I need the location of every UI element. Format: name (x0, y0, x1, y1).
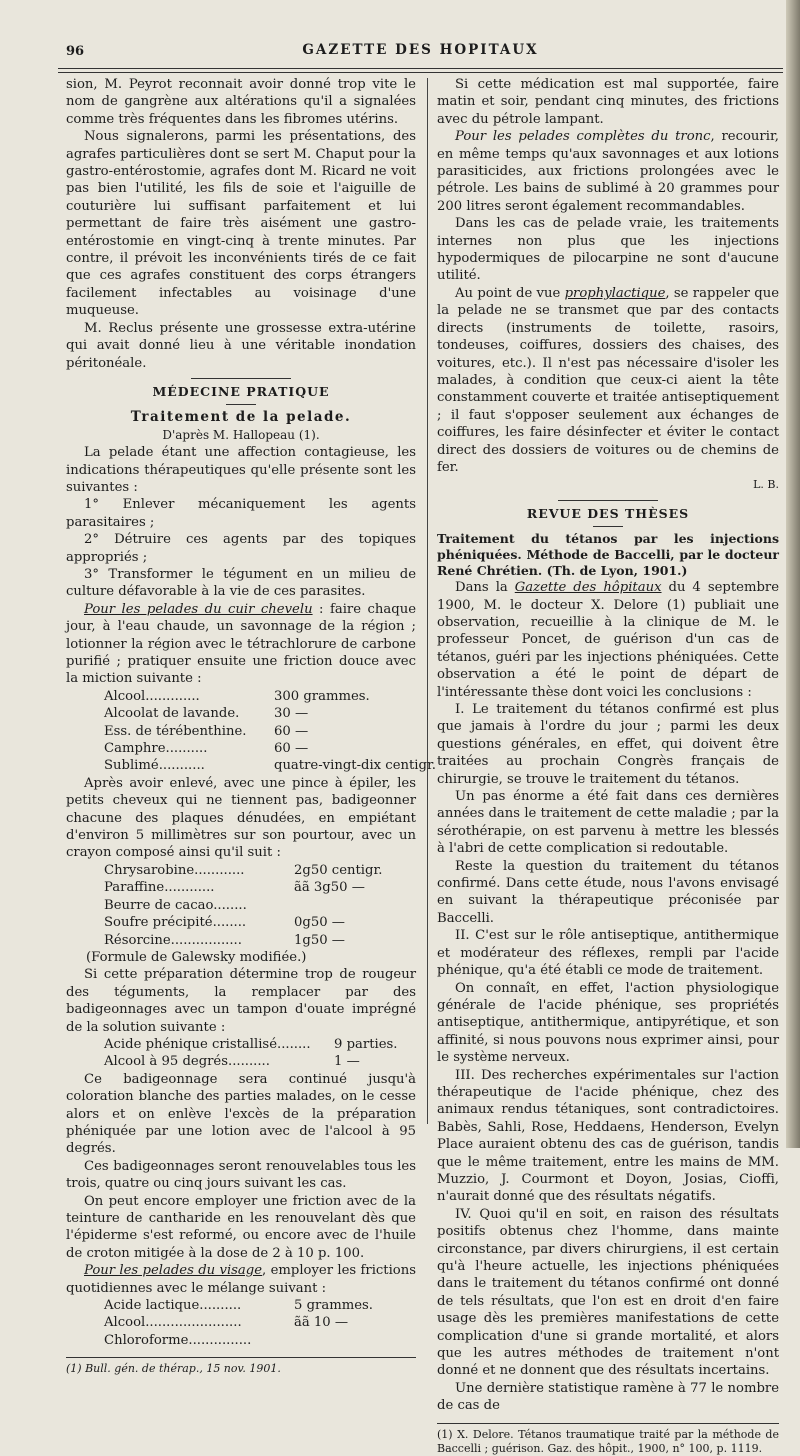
paragraph: Nous signalerons, parmi les présentations, des agrafes particulières dont se sert M. Chaput pour la gastro-entérostomie, agrafes dont M. Ricard ne voit pas bien l'utilité, les fils de soie et l'aiguille de couturière lui suffisant parfaitement et lui permettant de faire très aisément une gastro-entérostomie en vingt-cinq à trente minutes. Par contre, il prévoit les inconvénients tirés de ce fait que ces agrafes constituent des corps étrangers facilement infectables au voisinage d'une muqueuse. (66, 129, 416, 319)
italic-term: Gazette des hôpitaux (514, 580, 662, 596)
paragraph: On peut encore employer une friction avec de la teinture de cantharide en les renouvelant dès que l'épiderme s'est reformé, ou encore avec de l'huile de croton mitigée à la dose de 2 à 10 p. 100. (66, 1193, 416, 1261)
rx-name: Camphre.......... (104, 741, 208, 757)
article-title: Traitement de la pelade. (130, 409, 352, 426)
page-header (58, 42, 783, 64)
paragraph: Reste la question du traitement du tétanos confirmé. Dans cette étude, nous l'avons envisagé en suivant la thérapeutique préconisée par Baccelli. (437, 858, 779, 926)
italic-lead: Pour les pelades du visage (84, 1263, 263, 1279)
rx-qty: 2g50 centigr. (294, 862, 383, 878)
section-heading: REVUE DES THÈSES (526, 505, 690, 521)
section-heading: MÉDECINE PRATIQUE (152, 383, 330, 399)
paragraph-text: Dans la (455, 580, 515, 596)
rx-qty: 60 — (274, 741, 309, 757)
paragraph-text: , employer les frictions quotidiennes avec le mélange suivant : (66, 1263, 417, 1296)
rx-qty: 60 — (274, 723, 309, 739)
rx-qty: ãã 10 — (294, 1315, 349, 1331)
rx-qty: 30 — (274, 706, 309, 722)
rx-name: Chloroforme............... (104, 1332, 252, 1348)
paragraph: M. Reclus présente une grossesse extra-utérine qui avait donné lieu à une véritable inondation péritonéale. (66, 320, 416, 371)
prescription-1 (66, 688, 436, 775)
rx-name: Ess. de térébenthine. (104, 723, 247, 739)
rx-name: Alcool....................... (104, 1315, 242, 1331)
prescription-4 (66, 1297, 416, 1349)
paragraph: I. Le traitement du tétanos confirmé est plus que jamais à l'ordre du jour ; parmi les deux questions générales, en effet, qui doivent être traitées au prochain Congrès français de chirurgie, se trouve le traitement du tétanos. (437, 702, 779, 787)
rx-qty: 0g50 — (294, 915, 345, 931)
page-number: 96 (66, 44, 85, 59)
rx-name: Alcool............. (104, 688, 200, 704)
rx-name: Alcoolat de lavande. (104, 706, 240, 722)
rx-name: Beurre de cacao........ (104, 897, 247, 913)
footnote-rule (437, 1423, 779, 1424)
paragraph: Dans les cas de pelade vraie, les traitements internes non plus que les injections hypodermiques de pilocarpine ne sont d'aucune utilité. (437, 216, 779, 284)
italic-lead: Pour les pelades complètes du tronc (455, 129, 711, 145)
rx-name: Résorcine................. (104, 932, 242, 948)
list-item: 2° Détruire ces agents par des topiques appropriés ; (66, 532, 416, 565)
paragraph: On connaît, en effet, l'action physiologique générale de l'acide phénique, ses propriétés antiseptique, antithermique, antipyrétique, et son affinité, si nous pouvons nous exprimer ainsi, pour le système nerveux. (437, 980, 779, 1066)
separator-ornament (66, 378, 416, 379)
rx-name: Chrysarobine............ (104, 862, 245, 878)
italic-lead: Pour les pelades du cuir chevelu (84, 601, 313, 617)
rx-qty: ãã 3g50 — (294, 880, 365, 896)
list-item: 3° Transformer le tégument en un milieu de culture défavorable à la vie de ces parasites. (66, 566, 416, 600)
paragraph: sion, M. Peyrot reconnait avoir donné trop vite le nom de gangrène aux altérations qu'il a signalées comme très fréquentes dans les fibromes utérins. (66, 77, 416, 127)
formula-note: (Formule de Galewsky modifiée.) (86, 949, 307, 965)
paragraph-text: : faire chaque jour, à l'eau chaude, un savonnage de la région ; lotionner la région avec le tétrachlorure de carbone purifié ; pratiquer ensuite une friction douce avec la miction suivante : (66, 601, 416, 687)
page-edge (786, 0, 800, 1148)
paragraph: Après avoir enlevé, avec une pince à épiler, les petits cheveux qui ne tiennent pas, badigeonner chacune des plaques dénudées, en empiétant d'environ 5 millimètres sur son pourtour, avec un crayon composé ainsi qu'il suit : (66, 775, 416, 861)
list-item: 1° Enlever mécaniquement les agents parasitaires ; (66, 497, 416, 530)
paragraph (66, 601, 416, 688)
paragraph (437, 128, 779, 215)
rx-name: Paraffine............ (104, 880, 215, 896)
paragraph: La pelade étant une affection contagieuse, les indications thérapeutiques qu'elle présente sont les suivantes : (66, 445, 416, 495)
footnote: (1) X. Delore. Tétanos traumatique traité par la méthode de Baccelli ; guérison. Gaz. des hôpit., 1900, n° 100, p. 1119. (437, 1427, 779, 1455)
article-subtitle: D'après M. Hallopeau (1). (162, 427, 320, 442)
signature: L. B. (753, 478, 779, 492)
rx-qty: 5 grammes. (294, 1298, 373, 1314)
small-rule (593, 526, 623, 527)
small-rule (226, 404, 256, 405)
paragraph (66, 1262, 416, 1297)
footnote-rule (66, 1357, 416, 1358)
italic-term: prophylactique (564, 285, 666, 301)
rx-name: Alcool à 95 degrés.......... (104, 1054, 270, 1070)
paragraph: III. Des recherches expérimentales sur l'action thérapeutique de l'acide phénique, chez des animaux rendus tétaniques, sont contradictoires. Babès, Sahli, Rose, Heddaens, Henderson, Evelyn Place auraient obtenu des cas de guérison, tandis que le même traitement, entre les mains de MM. Muzzio, J. Courmont et Doyon, Josias, Cioffi, n'aurait donné que des résultats négatifs. (437, 1067, 779, 1205)
right-column (437, 76, 779, 1456)
paragraph-text: , recourir, en même temps qu'aux savonnages et aux lotions parasiticides, aux frictions prolongées avec le pétrole. Les bains de sublimé à 20 grammes pour 200 litres seront également recommandables. (437, 129, 779, 214)
column-divider (427, 78, 428, 1124)
paragraph-text: Au point de vue (455, 285, 565, 301)
rx-name: Acide lactique.......... (104, 1298, 242, 1314)
rx-name: Soufre précipité........ (104, 915, 247, 931)
rx-qty: 1g50 — (294, 932, 345, 948)
paragraph-text: , se rappeler que la pelade ne se transmet que par des contacts directs (instruments de toilette, rasoirs, tondeuses, coiffures, dossiers des chaises, des voitures, etc.). Il n'est pas nécessaire d'isoler les malades, à condition que ceux-ci aient la tête constamment couverte et traitée antiseptiquement ; il faut s'opposer seulement aux échanges de coiffures, les faire désinfecter et éviter le contact direct des dossiers de voitures ou de chemins de fer. (437, 285, 779, 475)
rx-qty: 1 — (334, 1054, 360, 1070)
paragraph: Un pas énorme a été fait dans ces dernières années dans le traitement de cette maladie ; par la sérothérapie, on est parvenu à mettre les blessés à l'abri de cette complication si redoutable. (437, 789, 779, 857)
paragraph: Si cette médication est mal supportée, faire matin et soir, pendant cinq minutes, des frictions avec du pétrole lampant. (437, 77, 779, 127)
paragraph: Ces badigeonnages seront renouvelables tous les trois, quatre ou cinq jours suivant les cas. (66, 1158, 416, 1192)
rx-qty: quatre-vingt-dix centigr. (274, 758, 436, 774)
paragraph: Si cette préparation détermine trop de rougeur des téguments, la remplacer par des badigeonnages avec un tampon d'ouate imprégné de la solution suivante : (66, 967, 416, 1035)
paragraph-text: du 4 septembre 1900, M. le docteur X. Delore (1) publiait une observation, recueillie à la clinique de M. le professeur Poncet, de guérison d'un cas de tétanos, guéri par les injections phéniquées. Cette observation a été le point de départ de l'intéressante thèse dont voici les conclusions : (437, 580, 779, 700)
rx-qty (294, 1332, 454, 1349)
paragraph: Une dernière statistique ramène à 77 le nombre de cas de (437, 1380, 779, 1414)
paragraph (437, 579, 779, 701)
header-rule (58, 68, 783, 69)
rx-qty (294, 897, 454, 914)
thesis-title: Traitement du tétanos par les injections phéniquées. Méthode de Baccelli, par le docteur René Chrétien. (Th. de Lyon, 1901.) (437, 531, 779, 579)
left-column (66, 76, 436, 1376)
paragraph: Ce badigeonnage sera continué jusqu'à coloration blanche des parties malades, on le cesse alors et on enlève l'excès de la préparation phéniquée par une lotion avec de l'alcool à 95 degrés. (66, 1071, 416, 1157)
separator-ornament (437, 500, 779, 501)
journal-title: GAZETTE DES HOPITAUX (302, 42, 539, 58)
paragraph: II. C'est sur le rôle antiseptique, antithermique et modérateur des réflexes, rempli par l'acide phénique, qu'a été établi ce mode de traitement. (437, 928, 779, 979)
footnote: (1) Bull. gén. de thérap., 15 nov. 1901. (66, 1362, 281, 1376)
prescription-3 (66, 1036, 416, 1071)
header-rule-2 (58, 72, 783, 73)
rx-name: Acide phénique cristallisé........ (104, 1036, 311, 1052)
paragraph: IV. Quoi qu'il en soit, en raison des résultats positifs obtenus chez l'homme, dans mainte circonstance, par divers chirurgiens, il est certain qu'à l'heure actuelle, les injections phéniquées dans le traitement du tétanos confirmé ont donné de tels résultats, que l'on est en droit d'en faire usage dès les premières manifestations de cette complication d'une si grande mortalité, et alors que les autres méthodes de traitement n'ont donné et ne donnent que des résultats incertains. (437, 1206, 779, 1379)
paragraph (437, 285, 779, 476)
rx-name: Sublimé........... (104, 758, 205, 774)
rx-qty: 300 grammes. (274, 688, 370, 704)
prescription-2 (66, 862, 416, 949)
rx-qty: 9 parties. (334, 1036, 398, 1052)
